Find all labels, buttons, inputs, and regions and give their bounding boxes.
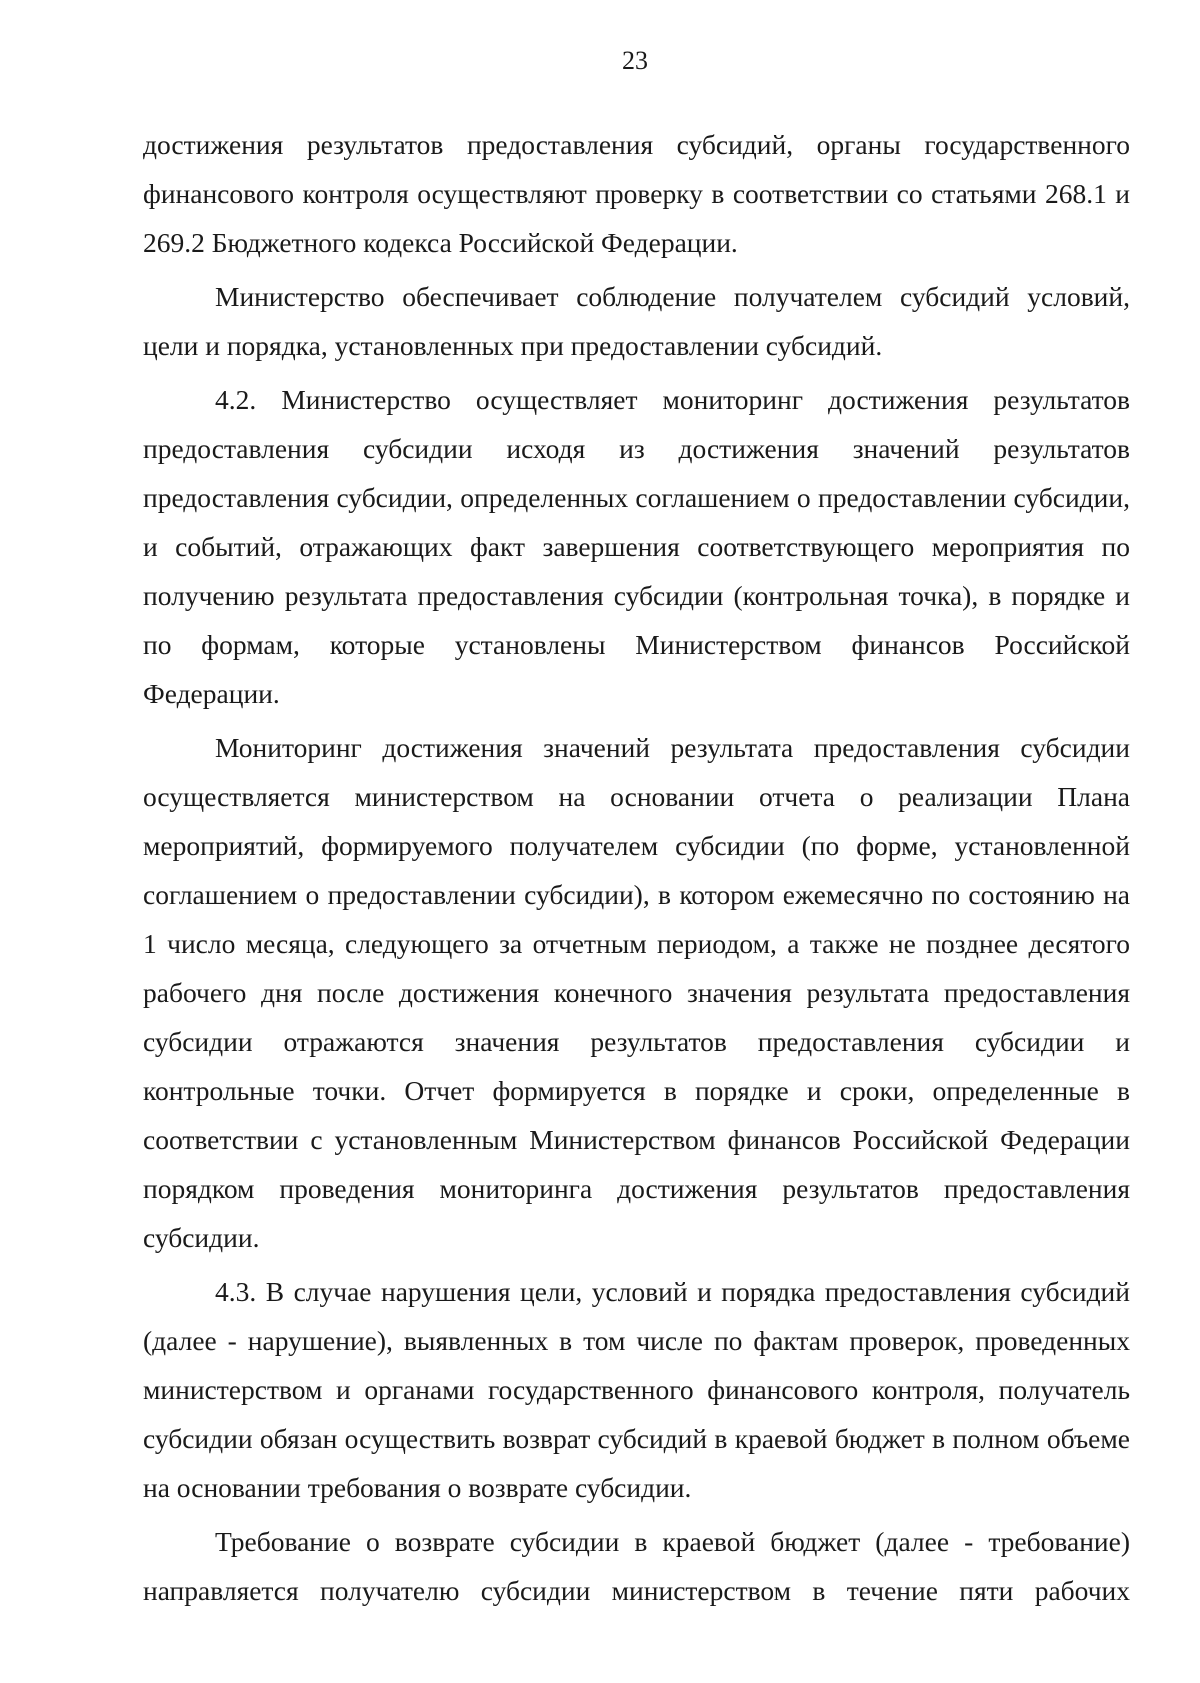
document-body xyxy=(143,120,1130,1620)
paragraph-4-3-violation: 4.3. В случае нарушения цели, условий и порядка предоставления субсидий (далее - нарушение), выявленных в том числе по фактам проверок, проведенных министерством и органами государственного финансового контроля, получатель субсидии обязан осуществить возврат субсидий в краевой бюджет в полном объеме на основании требования о возврате субсидии. xyxy=(143,1276,1130,1503)
page-number: 23 xyxy=(622,46,648,75)
paragraph-ministry-compliance: Министерство обеспечивает соблюдение получателем субсидий условий, цели и порядка, установленных при предоставлении субсидий. xyxy=(143,281,1130,361)
paragraph-continuation: достижения результатов предоставления субсидий, органы государственного финансового контроля осуществляют проверку в соответствии со статьями 268.1 и 269.2 Бюджетного кодекса Российской Федерации. xyxy=(143,129,1130,258)
paragraph-refund-requirement: Требование о возврате субсидии в краевой бюджет (далее - требование) направляется получателю субсидии министерством в течение пяти рабочих xyxy=(143,1526,1130,1606)
paragraph-4-2-monitoring: 4.2. Министерство осуществляет мониторинг достижения результатов предоставления субсидии исходя из достижения значений результатов предоставления субсидии, определенных соглашением о предоставлении субсидии, и событий, отражающих факт завершения соответствующего мероприятия по получению результата предоставления субсидии (контрольная точка), в порядке и по формам, которые установлены Министерством финансов Российской Федерации. xyxy=(143,384,1130,709)
paragraph-monitoring-report: Мониторинг достижения значений результата предоставления субсидии осуществляется министерством на основании отчета о реализации Плана мероприятий, формируемого получателем субсидии (по форме, установленной соглашением о предоставлении субсидии), в котором ежемесячно по состоянию на 1 число месяца, следующего за отчетным периодом, а также не позднее десятого рабочего дня после достижения конечного значения результата предоставления субсидии отражаются значения результатов предоставления субсидии и контрольные точки. Отчет формируется в порядке и сроки, определенные в соответствии с установленным Министерством финансов Российской Федерации порядком проведения мониторинга достижения результатов предоставления субсидии. xyxy=(143,732,1130,1253)
